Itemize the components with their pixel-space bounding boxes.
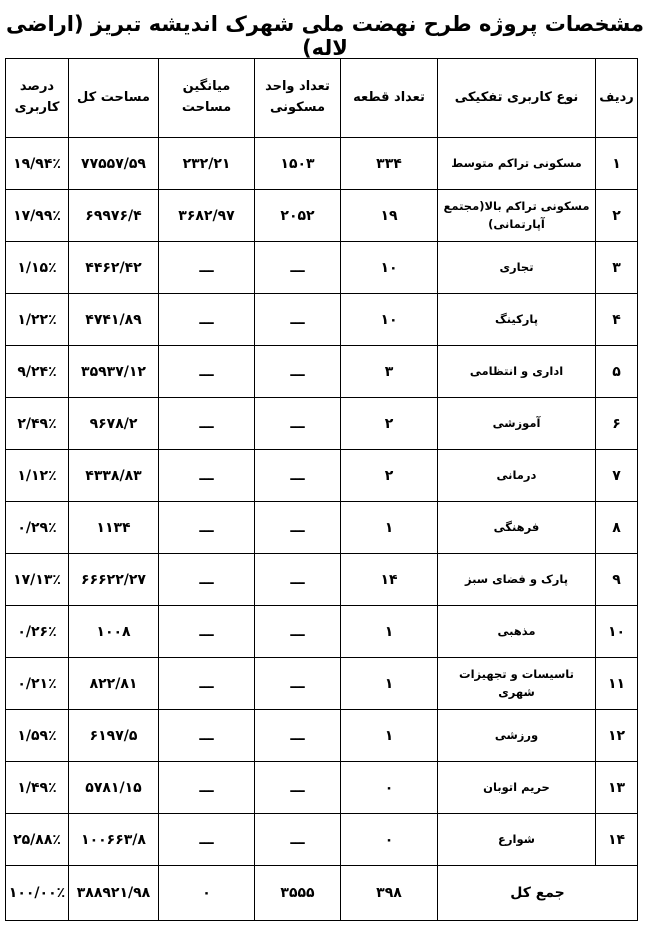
cell-row-number: ۲ [596, 190, 638, 242]
cell-units: ـــ [255, 294, 341, 346]
cell-avg-area: ـــ [159, 762, 255, 814]
cell-avg-area: ـــ [159, 554, 255, 606]
total-percent: ۱۰۰/۰۰٪ [6, 866, 69, 921]
cell-parcels: ۱۴ [341, 554, 438, 606]
table-row [6, 398, 638, 450]
cell-avg-area: ـــ [159, 294, 255, 346]
cell-row-number: ۱ [596, 138, 638, 190]
cell-row-number: ۴ [596, 294, 638, 346]
header-row [6, 59, 638, 138]
cell-type: اداری و انتظامی [438, 346, 596, 398]
cell-parcels: ۱ [341, 710, 438, 762]
header-percent: درصد کاربری [6, 59, 69, 138]
table-row [6, 606, 638, 658]
cell-avg-area: ـــ [159, 450, 255, 502]
cell-parcels: ۱ [341, 502, 438, 554]
cell-total-area: ۸۲۲/۸۱ [69, 658, 159, 710]
cell-percent: ۰/۲۹٪ [6, 502, 69, 554]
cell-row-number: ۱۲ [596, 710, 638, 762]
cell-type: پارکینگ [438, 294, 596, 346]
table-row [6, 762, 638, 814]
cell-total-area: ۱۱۳۴ [69, 502, 159, 554]
page-title: مشخصات پروژه طرح نهضت ملی شهرک اندیشه تبریز (اراضی لاله) [5, 12, 644, 60]
cell-type: شوارع [438, 814, 596, 866]
cell-avg-area: ـــ [159, 346, 255, 398]
cell-parcels: ۲ [341, 398, 438, 450]
cell-row-number: ۳ [596, 242, 638, 294]
cell-type: مذهبی [438, 606, 596, 658]
table-row [6, 138, 638, 190]
table-row [6, 502, 638, 554]
table-row [6, 190, 638, 242]
cell-total-area: ۴۷۴۱/۸۹ [69, 294, 159, 346]
cell-type: آموزشی [438, 398, 596, 450]
header-avg-area: میانگین مساحت [159, 59, 255, 138]
cell-units: ـــ [255, 242, 341, 294]
cell-units: ۲۰۵۲ [255, 190, 341, 242]
total-avg-area: ۰ [159, 866, 255, 921]
cell-total-area: ۶۶۶۲۲/۲۷ [69, 554, 159, 606]
cell-parcels: ۲ [341, 450, 438, 502]
cell-total-area: ۶۱۹۷/۵ [69, 710, 159, 762]
total-total-area: ۳۸۸۹۲۱/۹۸ [69, 866, 159, 921]
cell-units: ـــ [255, 450, 341, 502]
cell-percent: ۲۵/۸۸٪ [6, 814, 69, 866]
cell-units: ـــ [255, 814, 341, 866]
header-parcels: تعداد قطعه [341, 59, 438, 138]
cell-percent: ۱۷/۱۳٪ [6, 554, 69, 606]
total-row [6, 866, 638, 921]
cell-total-area: ۱۰۰۶۶۳/۸ [69, 814, 159, 866]
cell-type: تاسیسات و تجهیزات شهری [438, 658, 596, 710]
cell-avg-area: ـــ [159, 606, 255, 658]
cell-type: ورزشی [438, 710, 596, 762]
cell-percent: ۱۷/۹۹٪ [6, 190, 69, 242]
cell-total-area: ۷۷۵۵۷/۵۹ [69, 138, 159, 190]
cell-type: مسکونی تراکم متوسط [438, 138, 596, 190]
cell-avg-area: ـــ [159, 658, 255, 710]
cell-units: ـــ [255, 554, 341, 606]
cell-parcels: ۰ [341, 814, 438, 866]
table-row [6, 710, 638, 762]
cell-total-area: ۱۰۰۸ [69, 606, 159, 658]
cell-units: ۱۵۰۳ [255, 138, 341, 190]
table-row [6, 346, 638, 398]
cell-row-number: ۸ [596, 502, 638, 554]
cell-type: تجاری [438, 242, 596, 294]
cell-type: فرهنگی [438, 502, 596, 554]
cell-percent: ۱/۵۹٪ [6, 710, 69, 762]
header-type: نوع کاربری تفکیکی [438, 59, 596, 138]
cell-parcels: ۳۳۴ [341, 138, 438, 190]
cell-percent: ۱/۴۹٪ [6, 762, 69, 814]
cell-total-area: ۶۹۹۷۶/۴ [69, 190, 159, 242]
cell-parcels: ۱ [341, 606, 438, 658]
total-parcels: ۳۹۸ [341, 866, 438, 921]
total-label: جمع کل [438, 866, 638, 921]
cell-parcels: ۱ [341, 658, 438, 710]
cell-units: ـــ [255, 502, 341, 554]
cell-percent: ۱/۱۵٪ [6, 242, 69, 294]
cell-units: ـــ [255, 398, 341, 450]
cell-row-number: ۱۱ [596, 658, 638, 710]
cell-avg-area: ـــ [159, 814, 255, 866]
cell-type: درمانی [438, 450, 596, 502]
cell-units: ـــ [255, 606, 341, 658]
cell-row-number: ۹ [596, 554, 638, 606]
cell-parcels: ۱۰ [341, 242, 438, 294]
cell-total-area: ۴۳۳۸/۸۳ [69, 450, 159, 502]
cell-row-number: ۱۰ [596, 606, 638, 658]
cell-parcels: ۱۰ [341, 294, 438, 346]
cell-avg-area: ـــ [159, 710, 255, 762]
header-total-area: مساحت کل [69, 59, 159, 138]
cell-percent: ۹/۲۴٪ [6, 346, 69, 398]
cell-parcels: ۳ [341, 346, 438, 398]
cell-avg-area: ۲۳۲/۲۱ [159, 138, 255, 190]
cell-percent: ۲/۴۹٪ [6, 398, 69, 450]
cell-percent: ۱/۱۲٪ [6, 450, 69, 502]
cell-parcels: ۰ [341, 762, 438, 814]
cell-type: مسکونی تراکم بالا(مجتمع آپارتمانی) [438, 190, 596, 242]
table-row [6, 814, 638, 866]
cell-parcels: ۱۹ [341, 190, 438, 242]
cell-avg-area: ـــ [159, 502, 255, 554]
header-row-number: ردیف [596, 59, 638, 138]
cell-units: ـــ [255, 762, 341, 814]
cell-percent: ۱۹/۹۴٪ [6, 138, 69, 190]
land-use-table [5, 58, 638, 921]
cell-avg-area: ـــ [159, 398, 255, 450]
cell-row-number: ۵ [596, 346, 638, 398]
cell-units: ـــ [255, 346, 341, 398]
cell-total-area: ۳۵۹۳۷/۱۲ [69, 346, 159, 398]
table-row [6, 658, 638, 710]
cell-percent: ۰/۲۱٪ [6, 658, 69, 710]
cell-units: ـــ [255, 710, 341, 762]
cell-total-area: ۵۷۸۱/۱۵ [69, 762, 159, 814]
cell-total-area: ۴۴۶۲/۴۲ [69, 242, 159, 294]
cell-type: پارک و فضای سبز [438, 554, 596, 606]
total-units: ۳۵۵۵ [255, 866, 341, 921]
cell-percent: ۱/۲۲٪ [6, 294, 69, 346]
table-body [6, 138, 638, 866]
cell-units: ـــ [255, 658, 341, 710]
table-row [6, 294, 638, 346]
cell-row-number: ۷ [596, 450, 638, 502]
header-units: تعداد واحد مسکونی [255, 59, 341, 138]
table-row [6, 450, 638, 502]
cell-row-number: ۱۴ [596, 814, 638, 866]
cell-type: حریم اتوبان [438, 762, 596, 814]
table-row [6, 554, 638, 606]
cell-percent: ۰/۲۶٪ [6, 606, 69, 658]
table-row [6, 242, 638, 294]
cell-row-number: ۱۳ [596, 762, 638, 814]
cell-avg-area: ـــ [159, 242, 255, 294]
cell-avg-area: ۳۶۸۲/۹۷ [159, 190, 255, 242]
cell-row-number: ۶ [596, 398, 638, 450]
cell-total-area: ۹۶۷۸/۲ [69, 398, 159, 450]
